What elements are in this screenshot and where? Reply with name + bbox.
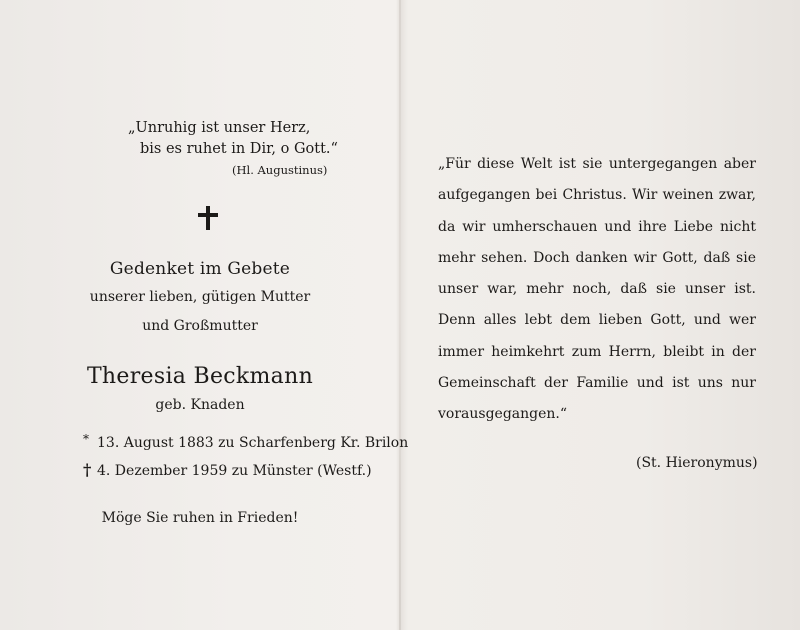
cross-icon bbox=[198, 206, 218, 230]
birth-text: 13. August 1883 zu Scharfenberg Kr. Brilon bbox=[97, 435, 409, 451]
quote-line: da wir umherschauen und ihre Liebe nicht bbox=[438, 218, 756, 235]
birth-name: geb. Knaden bbox=[155, 397, 245, 413]
quote-line: Denn alles lebt dem lieben Gott, und wer bbox=[438, 312, 756, 329]
birth-star-icon: * bbox=[83, 432, 89, 446]
death-text: 4. Dezember 1959 zu Münster (Westf.) bbox=[97, 463, 372, 479]
right-panel bbox=[400, 0, 800, 630]
quote-line: mehr sehen. Doch danken wir Gott, daß sie bbox=[438, 249, 756, 266]
deceased-name: Theresia Beckmann bbox=[86, 364, 314, 389]
hieronymus-quote bbox=[438, 149, 756, 431]
death-dagger-icon: † bbox=[83, 460, 92, 479]
quote-line: „Für diese Welt ist sie untergegangen aber bbox=[438, 156, 756, 172]
closing-blessing: Möge Sie ruhen in Frieden! bbox=[101, 510, 299, 526]
quote-line: immer heimkehrt zum Herrn, bleibt in der bbox=[438, 343, 756, 360]
death-date-line bbox=[83, 460, 372, 479]
augustinus-motto bbox=[128, 118, 338, 160]
quote-line: aufgegangen bei Christus. Wir weinen zwar, bbox=[438, 187, 756, 204]
intro-line-2: und Großmutter bbox=[142, 318, 258, 334]
motto-source: (Hl. Augustinus) bbox=[232, 163, 328, 177]
motto-line-2: bis es ruhet in Dir, o Gott.“ bbox=[140, 141, 338, 157]
intro-line-1: unserer lieben, gütigen Mutter bbox=[89, 289, 311, 305]
birth-date-line bbox=[83, 432, 409, 451]
quote-source: (St. Hieronymus) bbox=[636, 455, 758, 471]
quote-line: Gemeinschaft der Familie und ist uns nur bbox=[438, 375, 756, 392]
intro-heading: Gedenket im Gebete bbox=[109, 259, 291, 279]
quote-line: unser war, mehr noch, daß sie unser ist. bbox=[438, 281, 756, 298]
motto-line-1: „Unruhig ist unser Herz, bbox=[128, 120, 311, 136]
quote-line: vorausgegangen.“ bbox=[438, 406, 568, 423]
